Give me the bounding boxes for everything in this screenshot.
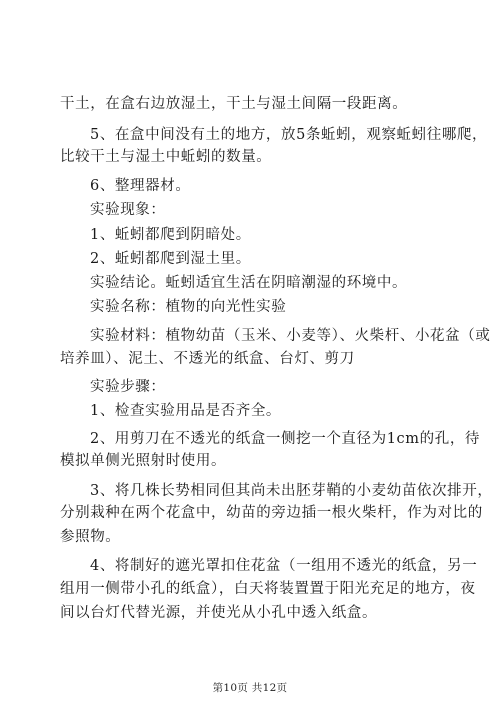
text-line: 参照物。 bbox=[60, 529, 121, 545]
text-line: 5、在盒中间没有土的地方，放5条蚯蚓，观察蚯蚓往哪爬， bbox=[90, 127, 488, 143]
text-line: 组用一侧带小孔的纸盒），白天将装置置于阳光充足的地方，夜 bbox=[60, 581, 476, 597]
text-line: 实验结论。蚯蚓适宜生活在阴暗潮湿的环境中。 bbox=[90, 275, 408, 291]
text-line: 实验材料：植物幼苗（玉米、小麦等）、火柴杆、小花盆（或 bbox=[90, 328, 491, 344]
text-line: 培养皿）、泥土、不透光的纸盒、台灯、剪刀 bbox=[60, 351, 355, 367]
text-line: 实验名称：植物的向光性实验 bbox=[90, 299, 287, 315]
text-line: 4、将制好的遮光罩扣住花盆（一组用不透光的纸盒，另一 bbox=[90, 558, 478, 574]
text-line: 1、蚯蚓都爬到阴暗处。 bbox=[90, 227, 251, 243]
text-line: 实验步骤： bbox=[90, 379, 166, 395]
text-line: 2、蚯蚓都爬到湿土里。 bbox=[90, 251, 251, 267]
text-line: 2、用剪刀在不透光的纸盒一侧挖一个直径为1cm的孔，待 bbox=[90, 431, 481, 447]
text-line: 模拟单侧光照射时使用。 bbox=[60, 453, 227, 469]
text-line: 6、整理器材。 bbox=[90, 178, 191, 194]
text-line: 1、检查实验用品是否齐全。 bbox=[90, 403, 282, 419]
text-line: 分别栽种在两个花盒中，幼苗的旁边插一根火柴杆，作为对比的 bbox=[60, 505, 483, 521]
page-number-footer: 第10页 共12页 bbox=[212, 682, 288, 694]
text-line: 3、将几株长势相同但其尚未出胚芽鞘的小麦幼苗依次排开， bbox=[90, 483, 493, 499]
text-line: 间以台灯代替光源，并使光从小孔中透入纸盒。 bbox=[60, 605, 378, 621]
text-line: 比较干土与湿土中蚯蚓的数量。 bbox=[60, 149, 272, 165]
text-line: 干土，在盒右边放湿土，干土与湿土间隔一段距离。 bbox=[60, 96, 408, 112]
text-line: 实验现象： bbox=[90, 202, 166, 218]
